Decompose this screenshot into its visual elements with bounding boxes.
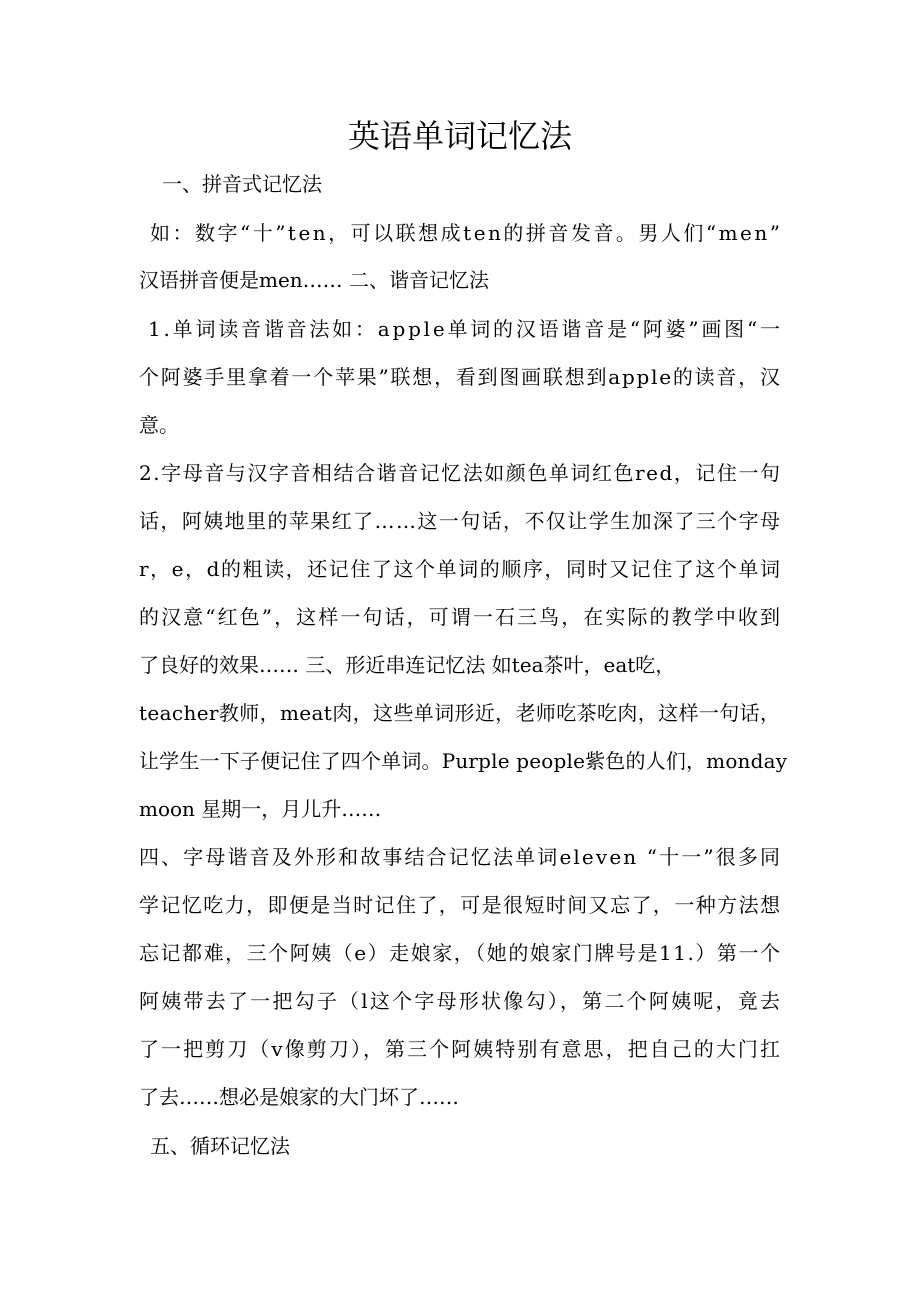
paragraph-line-11: teacher教师，meat肉，这些单词形近，老师吃茶吃肉，这样一句话， <box>139 701 781 725</box>
paragraph-line-18: 了一把剪刀（v像剪刀），第三个阿姨特别有意思，把自己的大门扛 <box>139 1037 783 1061</box>
paragraph-line-19: 了去……想必是娘家的大门坏了…… <box>139 1085 459 1109</box>
paragraph-line-7: 话，阿姨地里的苹果红了……这一句话，不仅让学生加深了三个字母 <box>139 509 782 533</box>
paragraph-line-12: 让学生一下子便记住了四个单词。Purple people紫色的人们，monday <box>139 749 788 773</box>
paragraph-line-2: 汉语拼音便是men…… 二、谐音记忆法 <box>139 268 490 292</box>
paragraph-line-3: 1.单词读音谐音法如：apple单词的汉语谐音是“阿婆”画图“一 <box>148 317 783 341</box>
paragraph-line-14: 四、字母谐音及外形和故事结合记忆法单词eleven “十一”很多同 <box>139 845 783 869</box>
paragraph-line-17: 阿姨带去了一把勾子（l这个字母形状像勾），第二个阿姨呢，竟去 <box>139 989 783 1013</box>
paragraph-line-5: 意。 <box>139 413 179 437</box>
paragraph-line-13: moon 星期一，月儿升…… <box>139 797 382 821</box>
section-heading-5: 五、循环记忆法 <box>150 1134 290 1158</box>
paragraph-line-15: 学记忆吃力，即便是当时记住了，可是很短时间又忘了，一种方法想 <box>139 893 782 917</box>
paragraph-line-4: 个阿婆手里拿着一个苹果”联想，看到图画联想到apple的读音，汉 <box>139 365 782 389</box>
section-heading-1: 一、拼音式记忆法 <box>162 172 322 196</box>
paragraph-line-1: 如：数字“十”ten，可以联想成ten的拼音发音。男人们“men” <box>150 221 783 245</box>
paragraph-line-10: 了良好的效果…… 三、形近串连记忆法 如tea茶叶，eat吃， <box>139 653 676 677</box>
paragraph-line-6: 2.字母音与汉字音相结合谐音记忆法如颜色单词红色red，记住一句 <box>139 461 782 485</box>
document-title: 英语单词记忆法 <box>347 117 572 155</box>
paragraph-line-16: 忘记都难，三个阿姨（e）走娘家，（她的娘家门牌号是11.）第一个 <box>139 941 782 965</box>
paragraph-line-8: r，e，d的粗读，还记住了这个单词的顺序，同时又记住了这个单词 <box>139 557 782 581</box>
paragraph-line-9: 的汉意“红色”，这样一句话，可谓一石三鸟，在实际的教学中收到 <box>139 605 783 629</box>
